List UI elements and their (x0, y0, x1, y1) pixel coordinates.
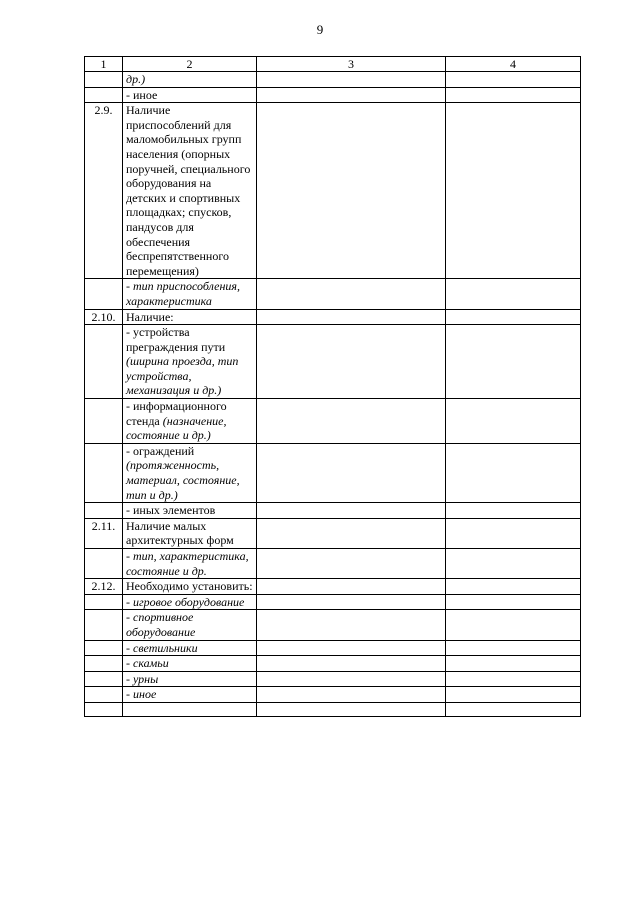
row-col4-cell (446, 399, 581, 444)
row-number-cell (85, 325, 123, 399)
row-col3-cell (257, 579, 446, 595)
row-indicator-cell (123, 640, 257, 656)
row-indicator-cell (123, 399, 257, 444)
row-col3-cell (257, 443, 446, 502)
table-row (85, 399, 581, 444)
header-col-1: 1 (85, 57, 123, 72)
row-col3-cell (257, 325, 446, 399)
row-col4-cell (446, 640, 581, 656)
table-row (85, 656, 581, 672)
row-col4-cell (446, 579, 581, 595)
row-indicator-cell (123, 325, 257, 399)
row-number-cell (85, 87, 123, 103)
indicator-note: (ширина проезда, тип устройства, механизация и др.) (126, 354, 239, 398)
row-indicator-cell (123, 579, 257, 595)
indicator-text: - иных элементов (126, 503, 216, 518)
row-col3-cell (257, 640, 446, 656)
table-row (85, 309, 581, 325)
indicator-text: Наличие: (126, 309, 174, 324)
row-indicator-cell (123, 518, 257, 548)
row-number-cell: 2.12. (85, 579, 123, 595)
indicator-note: - иное (126, 687, 157, 702)
table-row (85, 610, 581, 640)
indicator-text: - устройства преграждения пути (126, 325, 226, 354)
row-col4-cell (446, 325, 581, 399)
indicator-note: (назначение, состояние и др.) (126, 413, 227, 443)
row-indicator-cell (123, 549, 257, 579)
row-indicator-cell (123, 309, 257, 325)
row-number-cell (85, 549, 123, 579)
table-row (85, 443, 581, 502)
row-col4-cell (446, 87, 581, 103)
row-col4-cell (446, 443, 581, 502)
row-number-cell: 2.11. (85, 518, 123, 548)
row-number-cell (85, 279, 123, 309)
row-col3-cell (257, 656, 446, 672)
row-indicator-cell (123, 610, 257, 640)
table-row (85, 72, 581, 88)
table-row (85, 325, 581, 399)
table-body (85, 72, 581, 717)
row-col4-cell (446, 656, 581, 672)
row-number-cell (85, 687, 123, 703)
row-indicator-cell (123, 687, 257, 703)
indicator-note: - урны (126, 671, 159, 686)
row-col3-cell (257, 503, 446, 519)
row-indicator-cell (123, 594, 257, 610)
indicator-note: - светильники (126, 640, 198, 655)
indicator-text: - иное (126, 87, 158, 102)
table-row (85, 687, 581, 703)
table-row (85, 702, 581, 716)
indicator-note: - тип приспособления, характеристика (126, 279, 240, 308)
indicator-text: Необходимо установить: (126, 579, 253, 594)
row-number-cell (85, 72, 123, 88)
table-row (85, 87, 581, 103)
indicator-note: (протяженность, материал, состояние, тип и др.) (126, 458, 240, 502)
row-col4-cell (446, 594, 581, 610)
row-indicator-cell (123, 702, 257, 716)
indicator-text: - ограждений (126, 443, 195, 458)
row-indicator-cell (123, 103, 257, 279)
row-indicator-cell (123, 72, 257, 88)
row-number-cell (85, 503, 123, 519)
row-indicator-cell (123, 87, 257, 103)
row-col4-cell (446, 309, 581, 325)
row-col3-cell (257, 549, 446, 579)
table-row (85, 103, 581, 279)
indicator-note: - скамьи (126, 656, 169, 671)
row-number-cell (85, 656, 123, 672)
row-number-cell (85, 702, 123, 716)
table-row (85, 518, 581, 548)
indicator-text: Наличие малых архитектурных форм (126, 518, 234, 548)
row-indicator-cell (123, 671, 257, 687)
row-col3-cell (257, 399, 446, 444)
table-row (85, 503, 581, 519)
table-row (85, 671, 581, 687)
row-col4-cell (446, 549, 581, 579)
indicator-text: - информационного стенда (126, 399, 227, 428)
row-col4-cell (446, 518, 581, 548)
row-indicator-cell (123, 443, 257, 502)
table-row (85, 640, 581, 656)
row-col3-cell (257, 279, 446, 309)
row-col3-cell (257, 518, 446, 548)
row-number-cell (85, 671, 123, 687)
row-col3-cell (257, 594, 446, 610)
row-col3-cell (257, 309, 446, 325)
inspection-table (84, 56, 581, 717)
row-col3-cell (257, 687, 446, 703)
page-number: 9 (316, 22, 324, 37)
row-col4-cell (446, 72, 581, 88)
row-col4-cell (446, 503, 581, 519)
row-number-cell (85, 610, 123, 640)
row-col4-cell (446, 103, 581, 279)
table-row (85, 279, 581, 309)
table-row (85, 579, 581, 595)
header-col-4: 4 (446, 57, 581, 72)
row-number-cell: 2.9. (85, 103, 123, 279)
row-col3-cell (257, 103, 446, 279)
row-col3-cell (257, 87, 446, 103)
table-row (85, 549, 581, 579)
row-number-cell (85, 640, 123, 656)
row-col3-cell (257, 610, 446, 640)
row-number-cell (85, 399, 123, 444)
table-header-row (85, 57, 581, 72)
row-col4-cell (446, 671, 581, 687)
indicator-note: - тип, характеристика, состояние и др. (126, 549, 249, 578)
row-number-cell (85, 594, 123, 610)
row-col3-cell (257, 671, 446, 687)
header-col-2: 2 (123, 57, 257, 72)
row-indicator-cell (123, 279, 257, 309)
row-indicator-cell (123, 503, 257, 519)
row-number-cell (85, 443, 123, 502)
indicator-note: др.) (126, 72, 146, 86)
indicator-note: - игровое оборудование (126, 594, 245, 609)
header-col-3: 3 (257, 57, 446, 72)
row-col4-cell (446, 702, 581, 716)
row-col4-cell (446, 279, 581, 309)
row-col4-cell (446, 610, 581, 640)
row-col3-cell (257, 702, 446, 716)
row-number-cell: 2.10. (85, 309, 123, 325)
row-indicator-cell (123, 656, 257, 672)
indicator-note: - спортивное оборудование (126, 610, 196, 639)
row-col4-cell (446, 687, 581, 703)
table-row (85, 594, 581, 610)
row-col3-cell (257, 72, 446, 88)
indicator-text: Наличие приспособлений для маломобильных групп населения (опорных поручней, специального оборудования на детских и спортивных площадках; спусков, пандусов для обеспечения беспрепятственного перемещения) (126, 103, 251, 278)
